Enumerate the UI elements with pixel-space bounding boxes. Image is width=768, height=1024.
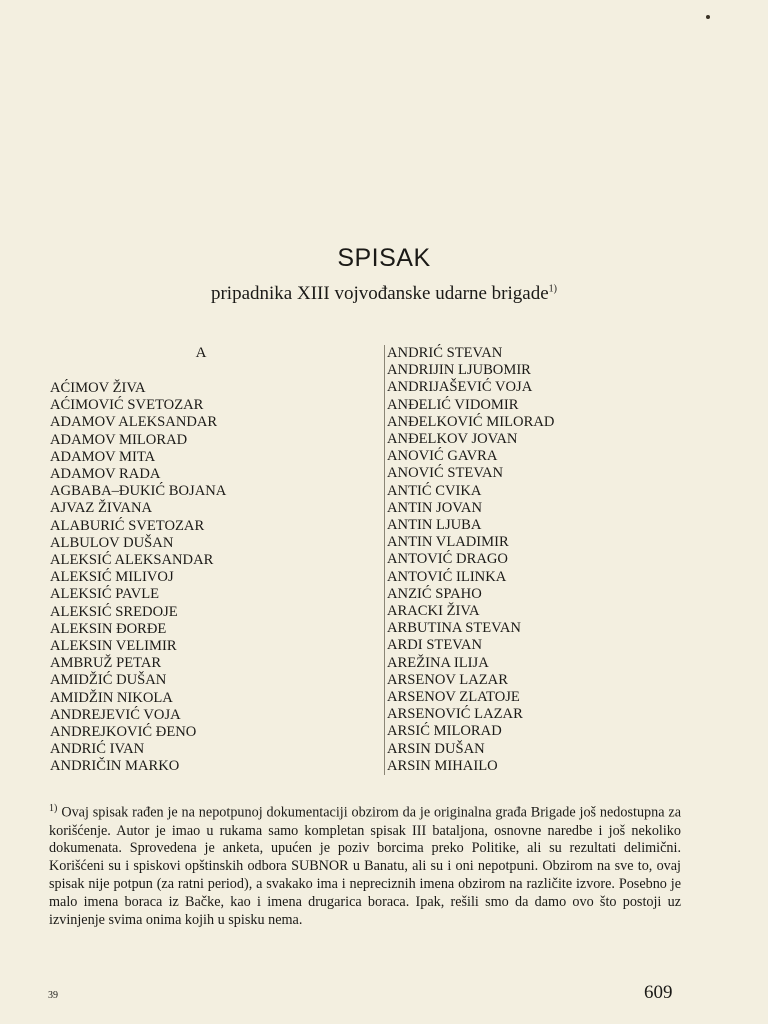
list-item: ANDREJEVIĆ VOJA (50, 706, 181, 723)
list-item: ADAMOV MILORAD (50, 431, 188, 448)
list-item: ARSENOV LAZAR (387, 671, 508, 688)
list-item: ANDRIĆ STEVAN (387, 345, 503, 361)
printer-signature: 39 (48, 990, 58, 1001)
list-item: ARACKI ŽIVA (387, 603, 480, 620)
list-item: ADAMOV MITA (50, 448, 156, 465)
list-item: ARBUTINA STEVAN (387, 620, 521, 637)
list-item: AMIDŽIĆ DUŠAN (50, 672, 167, 689)
list-item: ALEKSIN ĐORĐE (50, 620, 167, 637)
list-item: ANDRIČIN MARKO (50, 758, 180, 775)
list-item: ANTIĆ CVIKA (387, 482, 482, 499)
list-item: ARSIN DUŠAN (387, 740, 485, 757)
list-item: ALABURIĆ SVETOZAR (50, 517, 205, 534)
list-item: ALEKSIN VELIMIR (50, 638, 177, 655)
list-item: ARSENOVIĆ LAZAR (387, 706, 523, 723)
list-item: AREŽINA ILIJA (387, 654, 489, 671)
page-number: 609 (644, 982, 673, 1003)
list-item: ANTIN LJUBA (387, 517, 482, 534)
list-item: ARDI STEVAN (387, 637, 483, 654)
list-item: ANĐELIĆ VIDOMIR (387, 396, 519, 413)
footnote (49, 800, 681, 929)
list-item: ALEKSIĆ MILIVOJ (50, 569, 174, 586)
list-item: ADAMOV ALEKSANDAR (50, 414, 218, 431)
section-letter: A (195, 345, 207, 361)
ink-speck (706, 15, 710, 19)
list-item: AGBABA–ĐUKIĆ BOJANA (50, 483, 227, 500)
list-item: ARSIĆ MILORAD (387, 723, 502, 740)
subtitle-text: pripadnika XIII vojvođanske udarne brigade (210, 283, 549, 304)
subtitle-footnote-mark: 1) (548, 283, 557, 295)
list-item: ARSIN MIHAILO (387, 757, 498, 774)
list-item: ANOVIĆ GAVRA (387, 448, 498, 465)
names-column-right (384, 345, 554, 775)
list-item: ANTOVIĆ ILINKA (387, 568, 507, 585)
list-item: ANTIN VLADIMIR (387, 534, 509, 551)
list-item: ANĐELKOV JOVAN (387, 431, 518, 448)
list-item: AMIDŽIN NIKOLA (50, 689, 173, 706)
list-item: ALBULOV DUŠAN (50, 534, 174, 551)
list-item: ANTOVIĆ DRAGO (387, 551, 508, 568)
footnote-mark: 1) (49, 803, 58, 814)
list-item: ADAMOV RADA (50, 466, 161, 483)
list-item: ANOVIĆ STEVAN (387, 465, 504, 482)
list-item: AJVAZ ŽIVANA (50, 500, 153, 517)
list-item: AMBRUŽ PETAR (50, 655, 162, 672)
list-item: ANDRIĆ IVAN (50, 741, 145, 758)
list-item: ANDREJKOVIĆ ĐENO (50, 724, 197, 741)
list-item: ANDRIJAŠEVIĆ VOJA (387, 379, 533, 396)
list-item: ANDRIJIN LJUBOMIR (387, 362, 531, 379)
list-item: AĆIMOV ŽIVA (50, 380, 146, 396)
list-item: AĆIMOVIĆ SVETOZAR (50, 397, 204, 414)
list-item: ALEKSIĆ ALEKSANDAR (50, 552, 214, 569)
list-item: ARSENOV ZLATOJE (387, 689, 520, 706)
list-item: ALEKSIĆ PAVLE (50, 586, 160, 603)
page-title: SPISAK (337, 244, 431, 272)
list-item: ALEKSIĆ SREDOJE (50, 603, 178, 620)
names-column-left (50, 380, 226, 776)
list-item: ANĐELKOVIĆ MILORAD (387, 413, 555, 430)
list-item: ANZIĆ SPAHO (387, 585, 482, 602)
list-item: ANTIN JOVAN (387, 499, 482, 516)
page-subtitle (0, 283, 768, 305)
footnote-text: Ovaj spisak rađen je na nepotpunoj dokumentaciji obzirom da je originalna građa Brigade još nedostupna za korišćenje. Autor je imao u rukama samo kompletan spisak III bataljona, osnovne naredbe i još nekoliko dokumenata. Sprovedena je anketa, upućen je poziv borcima preko Politike, ali su rezultati delimični. Korišćeni su i spiskovi opštinskih odbora SUBNOR u Banatu, ali su i oni nepotpuni. Obzirom na sve to, ovaj spisak nije potpun (za ratni period), a svakako ima i nepreciznih imena obzirom na različite izvore. Posebno je malo imena boraca iz Bačke, kao i imena drugarica boraca. Ipak, rešili smo da damo ovo što postoji uz izvinjenje svima onima kojih u spisku nema. (49, 804, 681, 928)
